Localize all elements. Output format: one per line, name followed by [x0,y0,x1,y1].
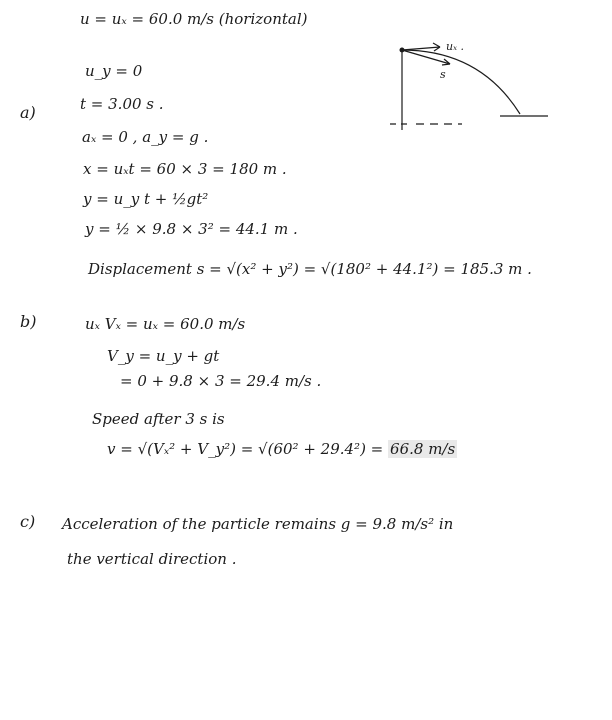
ux-label: uₓ . [446,40,464,53]
acceleration-statement-line: Acceleration of the particle remains g = 9.8 m/s² in [62,515,454,533]
part-a-label: a) [20,103,36,122]
initial-velocity-line: u = uₓ = 60.0 m/s (horizontal) [80,10,308,28]
time-line: t = 3.00 s . [80,95,164,113]
speed-result: 66.8 m/s [390,440,456,458]
speed-line [107,440,457,458]
projectile-diagram [390,30,560,140]
vy-equation-line: V_y = u_y + gt [107,347,220,365]
part-b-label: b) [20,312,37,331]
uy-line: u_y = 0 [85,62,143,80]
total-displacement-line: Displacement s = √(x² + y²) = √(180² + 44.1²) = 185.3 m . [88,260,532,278]
vertical-direction-line: the vertical direction . [67,550,237,568]
part-c-label: c) [20,512,36,531]
acceleration-components-line: aₓ = 0 , a_y = g . [82,128,209,146]
vx-line: uₓ Vₓ = uₓ = 60.0 m/s [85,315,246,333]
speed-heading-line: Speed after 3 s is [92,410,225,428]
y-equation-line: y = u_y t + ½gt² [83,190,209,208]
y-displacement-line: y = ½ × 9.8 × 3² = 44.1 m . [85,220,298,238]
vy-value-line: = 0 + 9.8 × 3 = 29.4 m/s . [120,372,322,390]
x-displacement-line: x = uₓt = 60 × 3 = 180 m . [83,160,287,178]
speed-expression: v = √(Vₓ² + V_y²) = √(60² + 29.4²) = [107,440,389,458]
s-label: s [440,68,446,81]
trajectory-curve [402,50,520,114]
